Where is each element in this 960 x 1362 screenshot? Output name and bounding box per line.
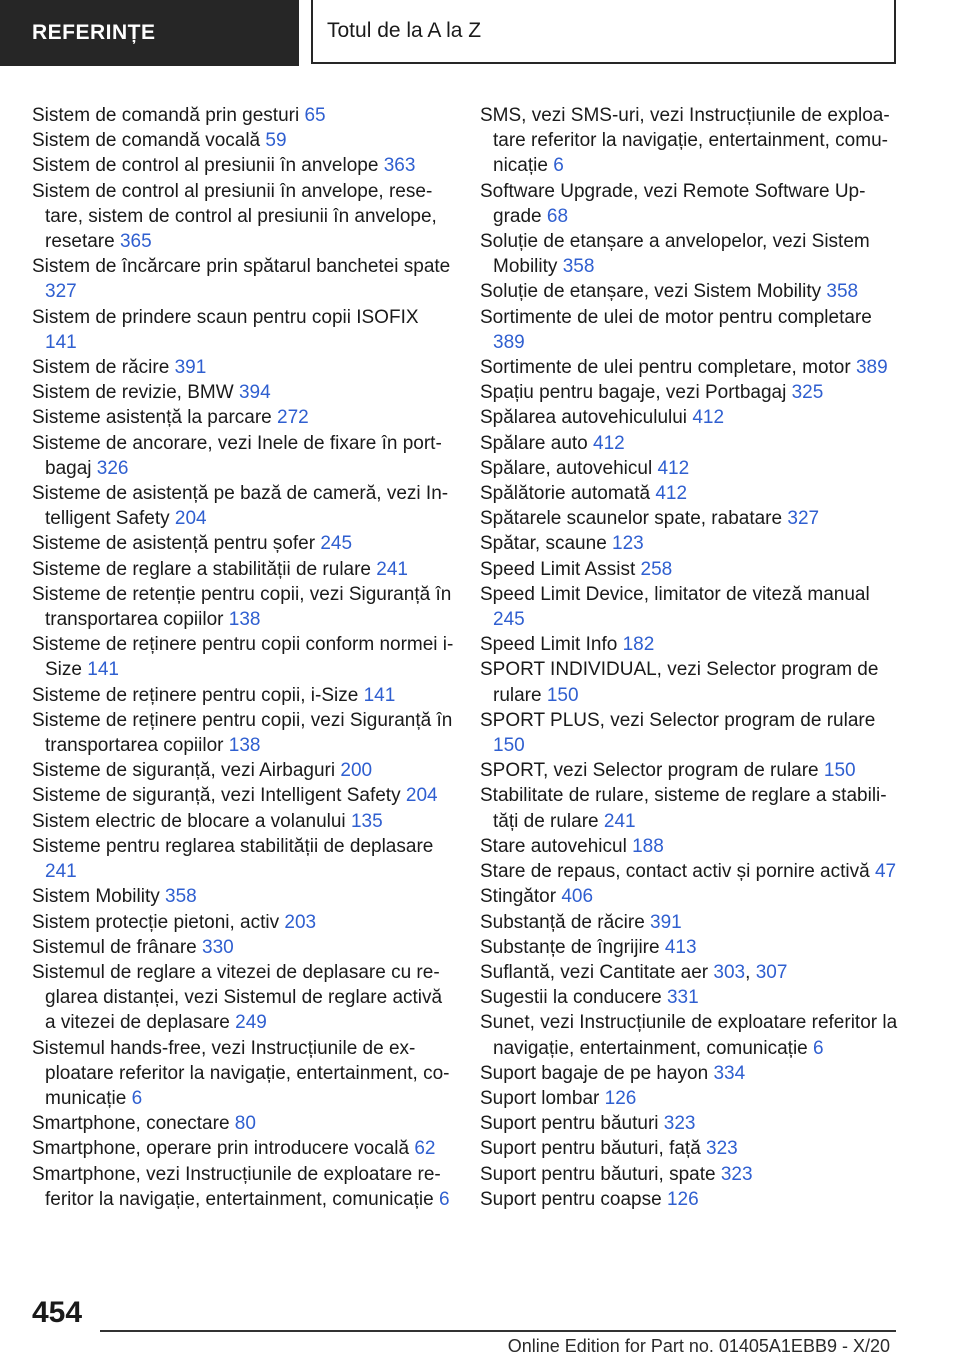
entry-text: Sisteme de reglare a stabilității de rulare bbox=[32, 558, 372, 580]
page-reference-link[interactable]: 200 bbox=[340, 760, 373, 782]
index-entry bbox=[32, 683, 454, 708]
index-entry bbox=[480, 229, 900, 279]
entry-text: Suport lombar bbox=[480, 1087, 600, 1109]
page-reference-link[interactable]: 258 bbox=[640, 558, 673, 580]
index-entry bbox=[32, 1111, 454, 1136]
index-entry bbox=[32, 935, 454, 960]
index-entry bbox=[480, 884, 900, 909]
index-entry bbox=[32, 910, 454, 935]
page-reference-link[interactable]: 188 bbox=[632, 835, 664, 857]
entry-text: Substanțe de îngrijire bbox=[480, 936, 660, 958]
page-reference-link[interactable]: 150 bbox=[546, 684, 579, 706]
page-reference-link[interactable]: 330 bbox=[202, 936, 234, 958]
entry-text: Suport pentru băuturi bbox=[480, 1113, 659, 1135]
page-reference-link[interactable]: 203 bbox=[284, 911, 317, 933]
entry-text: Suport pentru băuturi, spate bbox=[480, 1163, 716, 1185]
index-entry bbox=[32, 557, 454, 582]
page-reference-link[interactable]: 6 bbox=[131, 1087, 143, 1109]
entry-text: Sisteme pentru reglarea stabilității de deplasare bbox=[32, 835, 434, 857]
entry-text: Sistem Mobility bbox=[32, 886, 160, 908]
index-entry bbox=[32, 103, 454, 128]
entry-text: Sistem de răcire bbox=[32, 357, 170, 379]
entry-text: SPORT PLUS, vezi Selector program de rulare bbox=[480, 709, 876, 731]
entry-text: Sortimente de ulei de motor pentru completare bbox=[480, 306, 872, 328]
page-reference-link[interactable]: 241 bbox=[45, 861, 77, 883]
entry-text: Spălare auto bbox=[480, 432, 588, 454]
entry-text: Sisteme de reținere pentru copii, vezi Siguranță în transportarea copiilor bbox=[32, 709, 453, 757]
entry-text: Sisteme de siguranță, vezi Airbaguri bbox=[32, 760, 336, 782]
entry-text: Soluție de etanșare, vezi Sistem Mobility bbox=[480, 281, 822, 303]
index-entry bbox=[480, 935, 900, 960]
page-reference-link[interactable]: 126 bbox=[666, 1188, 699, 1210]
index-entry bbox=[32, 431, 454, 481]
index-entry bbox=[32, 531, 454, 556]
page-reference-link[interactable]: 327 bbox=[45, 281, 77, 303]
index-column-right bbox=[480, 103, 900, 1212]
page-reference-link[interactable]: 241 bbox=[603, 810, 636, 832]
index-entry bbox=[32, 380, 454, 405]
entry-text: Sistem de comandă vocală bbox=[32, 130, 261, 152]
index-entry bbox=[32, 481, 454, 531]
entry-text: Suport pentru băuturi, față bbox=[480, 1138, 701, 1160]
entry-text: Sistemul hands-free, vezi Instrucțiunile de exploatare referitor la navigație, entertainment, comunicație bbox=[32, 1037, 450, 1109]
index-entry bbox=[32, 1162, 454, 1212]
page-reference-link[interactable]: 138 bbox=[228, 735, 261, 757]
page-reference-link[interactable]: 358 bbox=[165, 886, 197, 908]
entry-text: Soluție de etanșare a anvelopelor, vezi Sistem Mobility bbox=[480, 231, 870, 278]
page-reference-link[interactable]: 323 bbox=[720, 1163, 753, 1185]
page-reference-link[interactable]: 59 bbox=[265, 130, 287, 152]
index-entry bbox=[480, 1010, 900, 1060]
index-entry bbox=[480, 405, 900, 430]
page-reference-link[interactable]: 6 bbox=[553, 155, 564, 177]
page-reference-link[interactable]: 365 bbox=[119, 231, 152, 253]
entry-text: Speed Limit Assist bbox=[480, 558, 636, 580]
index-entry bbox=[480, 657, 900, 707]
entry-text: Sistemul de reglare a vitezei de deplasare cu reglarea distanței, vezi Sistemul de reglare activă a vitezei de deplasare bbox=[32, 961, 443, 1034]
page-reference-link[interactable]: 412 bbox=[692, 407, 725, 429]
index-entry bbox=[480, 355, 900, 380]
page-reference-link[interactable]: 182 bbox=[622, 634, 655, 656]
footer-edition-text: Online Edition for Part no. 01405A1EBB9 - X/20 bbox=[507, 1336, 890, 1356]
page-reference-link[interactable]: 150 bbox=[493, 735, 525, 757]
index-entry bbox=[480, 1187, 900, 1212]
entry-text: Sistem protecție pietoni, activ bbox=[32, 911, 280, 933]
page-reference-link[interactable]: 389 bbox=[493, 331, 525, 353]
index-entry bbox=[32, 960, 454, 1036]
page-reference-link[interactable]: 412 bbox=[657, 457, 690, 479]
index-entry bbox=[480, 1136, 900, 1161]
entry-text: Sunet, vezi Instrucțiunile de exploatare referitor la navigație, entertainment, comunicație bbox=[480, 1012, 898, 1059]
entry-text: Spătarele scaunelor spate, rabatare bbox=[480, 508, 783, 530]
entry-text: Sistem de încărcare prin spătarul banchetei spate bbox=[32, 256, 451, 278]
entry-text: Smartphone, vezi Instrucțiunile de exploatare referitor la navigație, entertainment, comunicație bbox=[32, 1163, 441, 1210]
page-reference-link[interactable]: 141 bbox=[87, 659, 119, 681]
index-entry bbox=[480, 279, 900, 304]
index-entry bbox=[480, 834, 900, 859]
title-tab[interactable]: Totul de la A la Z bbox=[311, 0, 896, 64]
entry-text: Sistem de control al presiunii în anvelope, resetare, sistem de control al presiunii în anvelope, resetare bbox=[32, 180, 437, 253]
entry-text: Spălare, autovehicul bbox=[480, 457, 653, 479]
index-entry bbox=[32, 582, 454, 632]
index-entry bbox=[32, 405, 454, 430]
index-entry bbox=[480, 758, 900, 783]
index-entry bbox=[480, 557, 900, 582]
page-reference-link[interactable]: 141 bbox=[45, 331, 77, 353]
entry-text: Sistem electric de blocare a volanului bbox=[32, 810, 346, 832]
page-reference-link[interactable]: 323 bbox=[663, 1113, 696, 1135]
page-reference-link[interactable]: 327 bbox=[787, 508, 820, 530]
page-reference-link[interactable]: 241 bbox=[376, 558, 408, 580]
page-reference-link[interactable]: 272 bbox=[277, 407, 309, 429]
page-reference-link[interactable]: 6 bbox=[438, 1188, 450, 1210]
entry-text: Sistem de revizie, BMW bbox=[32, 382, 234, 404]
page-reference-link[interactable]: 412 bbox=[655, 483, 688, 505]
page-reference-link[interactable]: 307 bbox=[755, 961, 788, 983]
index-entry bbox=[480, 708, 900, 758]
index-entry bbox=[32, 758, 454, 783]
index-entry bbox=[32, 128, 454, 153]
entry-text: Smartphone, operare prin introducere vocală bbox=[32, 1138, 410, 1160]
index-entry bbox=[480, 481, 900, 506]
index-column-left bbox=[32, 103, 454, 1212]
entry-text: Speed Limit Info bbox=[480, 634, 618, 656]
index-entry bbox=[32, 632, 454, 682]
index-entry bbox=[480, 456, 900, 481]
page-reference-link[interactable]: 389 bbox=[855, 357, 888, 379]
index-entry bbox=[32, 809, 454, 834]
index-entry bbox=[480, 1086, 900, 1111]
index-entry bbox=[32, 783, 454, 808]
entry-text: Sistem de control al presiunii în anvelope bbox=[32, 155, 379, 177]
entry-text: Substanță de răcire bbox=[480, 911, 645, 933]
entry-text: Speed Limit Device, limitator de viteză manual bbox=[480, 583, 870, 605]
entry-text: Suflantă, vezi Cantitate aer bbox=[480, 961, 709, 983]
page-reference-link[interactable]: 249 bbox=[235, 1012, 267, 1034]
index-entry bbox=[480, 1111, 900, 1136]
page-header bbox=[0, 0, 960, 66]
page-reference-link[interactable]: 334 bbox=[713, 1062, 746, 1084]
index-entry bbox=[32, 834, 454, 884]
index-entry bbox=[480, 859, 900, 884]
entry-text: Sisteme de asistență pe bază de cameră, vezi Intelligent Safety bbox=[32, 483, 449, 530]
page-reference-link[interactable]: 245 bbox=[320, 533, 353, 555]
page-reference-link[interactable]: 331 bbox=[666, 987, 699, 1009]
entry-text: Spălătorie automată bbox=[480, 483, 651, 505]
page-reference-link[interactable]: 323 bbox=[706, 1138, 738, 1160]
page-reference-link[interactable]: 391 bbox=[650, 911, 682, 933]
entry-text: Suport bagaje de pe hayon bbox=[480, 1062, 709, 1084]
page-reference-link[interactable]: 6 bbox=[813, 1037, 824, 1059]
index-entry bbox=[480, 1061, 900, 1086]
entry-text: SPORT INDIVIDUAL, vezi Selector program de rulare bbox=[480, 659, 879, 706]
index-entry bbox=[480, 431, 900, 456]
page-reference-link[interactable]: 150 bbox=[823, 760, 856, 782]
page-number: 454 bbox=[32, 1296, 83, 1329]
section-tab[interactable]: REFERINȚE bbox=[0, 0, 299, 66]
index-entry: Suflantă, vezi Cantitate aer 303, 307 bbox=[480, 961, 788, 983]
index-entry bbox=[32, 1136, 454, 1161]
entry-text: Sistem de prindere scaun pentru copii ISOFIX bbox=[32, 306, 419, 328]
index-entry bbox=[480, 305, 900, 355]
footer-divider bbox=[100, 1330, 896, 1332]
page-reference-link[interactable]: 394 bbox=[238, 382, 271, 404]
page-reference-link[interactable]: 245 bbox=[493, 609, 525, 631]
entry-text: Stingător bbox=[480, 886, 557, 908]
entry-text: Sisteme de ancorare, vezi Inele de fixare în portbagaj bbox=[32, 432, 442, 479]
index-entry bbox=[480, 582, 900, 632]
index-entry bbox=[32, 305, 454, 355]
page-reference-link[interactable]: 412 bbox=[593, 432, 625, 454]
page-reference-link[interactable]: 204 bbox=[405, 785, 438, 807]
index-entry bbox=[480, 380, 900, 405]
entry-text: Sugestii la conducere bbox=[480, 987, 662, 1009]
index-entry bbox=[480, 1162, 900, 1187]
page-reference-link[interactable]: 80 bbox=[234, 1113, 256, 1135]
page-reference-link[interactable]: 135 bbox=[350, 810, 383, 832]
index-entry bbox=[32, 884, 454, 909]
index-entry bbox=[480, 531, 900, 556]
entry-text: Spălarea autovehiculului bbox=[480, 407, 688, 429]
entry-text: Sisteme asistență la parcare bbox=[32, 407, 272, 429]
page-reference-link[interactable]: 62 bbox=[414, 1138, 436, 1160]
entry-text: Spătar, scaune bbox=[480, 533, 607, 555]
entry-text: SPORT, vezi Selector program de rulare bbox=[480, 760, 819, 782]
index-entry bbox=[480, 179, 900, 229]
entry-text: Stare de repaus, contact activ și pornire activă bbox=[480, 861, 870, 883]
page-reference-link[interactable]: 363 bbox=[383, 155, 416, 177]
index-entry bbox=[480, 783, 900, 833]
index-entry bbox=[32, 1036, 454, 1112]
entry-text: Suport pentru coapse bbox=[480, 1188, 662, 1210]
page-reference-link[interactable]: 358 bbox=[826, 281, 859, 303]
page-reference-link[interactable]: 123 bbox=[612, 533, 644, 555]
page-reference-link[interactable]: 391 bbox=[174, 357, 207, 379]
page-reference-link[interactable]: 303 bbox=[713, 961, 746, 983]
index-entry bbox=[480, 103, 900, 179]
page-reference-link[interactable]: 358 bbox=[562, 256, 595, 278]
entry-text: Stare autovehicul bbox=[480, 835, 627, 857]
page-reference-link[interactable]: 413 bbox=[664, 936, 697, 958]
entry-text: Sisteme de asistență pentru șofer bbox=[32, 533, 316, 555]
page-reference-link[interactable]: 204 bbox=[174, 508, 207, 530]
index-entry bbox=[480, 506, 900, 531]
entry-text: Stabilitate de rulare, sisteme de reglare a stabilități de rulare bbox=[480, 785, 887, 832]
entry-text: Sistemul de frânare bbox=[32, 936, 197, 958]
page-reference-link[interactable]: 65 bbox=[304, 105, 326, 126]
entry-text: Sisteme de retenție pentru copii, vezi Siguranță în transportarea copiilor bbox=[32, 583, 452, 631]
index-entry bbox=[32, 179, 454, 255]
index-entry bbox=[32, 153, 454, 178]
entry-text: Sisteme de reținere pentru copii, i-Size bbox=[32, 684, 359, 706]
index-entry bbox=[32, 708, 454, 758]
index-entry bbox=[32, 355, 454, 380]
entry-text: Sistem de comandă prin gesturi bbox=[32, 105, 300, 126]
index-entry bbox=[480, 985, 900, 1010]
page-reference-link[interactable]: 326 bbox=[96, 457, 129, 479]
page-reference-link[interactable]: 138 bbox=[228, 609, 261, 631]
page-reference-link[interactable]: 141 bbox=[363, 684, 396, 706]
entry-text: Software Upgrade, vezi Remote Software Upgrade bbox=[480, 180, 866, 227]
page-reference-link[interactable]: 68 bbox=[546, 205, 569, 227]
entry-text: Sisteme de reținere pentru copii conform normei i-Size bbox=[32, 634, 454, 681]
entry-text: Smartphone, conectare bbox=[32, 1113, 230, 1135]
page-reference-link[interactable]: 47 bbox=[874, 861, 897, 883]
page-reference-link[interactable]: 406 bbox=[561, 886, 594, 908]
entry-text: Sortimente de ulei pentru completare, motor bbox=[480, 357, 851, 379]
page-reference-link[interactable]: 325 bbox=[791, 382, 824, 404]
entry-text: Spațiu pentru bagaje, vezi Portbagaj bbox=[480, 382, 787, 404]
entry-text: Sisteme de siguranță, vezi Intelligent Safety bbox=[32, 785, 401, 807]
index-entry bbox=[480, 910, 900, 935]
index-entry bbox=[480, 632, 900, 657]
entry-text: SMS, vezi SMS-uri, vezi Instrucțiunile de exploatare referitor la navigație, entertainment, comunicație bbox=[480, 105, 890, 177]
page-reference-link[interactable]: 126 bbox=[604, 1087, 637, 1109]
index-entry bbox=[32, 254, 454, 304]
